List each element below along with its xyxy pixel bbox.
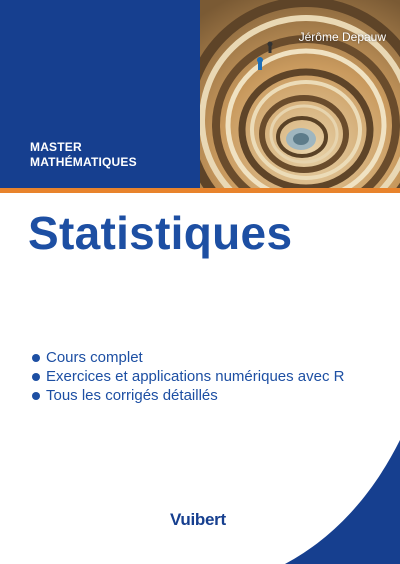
feature-item bbox=[30, 367, 356, 386]
accent-rule bbox=[0, 188, 400, 193]
feature-item bbox=[30, 386, 356, 405]
staircase-photo bbox=[200, 0, 400, 188]
spiral-staircase-icon bbox=[200, 0, 400, 188]
publisher-logo: Vuibert bbox=[170, 510, 226, 529]
bullet-icon bbox=[32, 373, 40, 381]
feature-list bbox=[30, 348, 356, 405]
feature-text: Cours complet bbox=[46, 349, 143, 366]
book-title: Statistiques bbox=[28, 207, 293, 259]
author-name: Jérôme Depauw bbox=[298, 30, 386, 44]
series-line-1: MASTER bbox=[30, 140, 82, 154]
feature-text: Exercices et applications numériques avec R bbox=[46, 368, 345, 385]
bullet-icon bbox=[32, 392, 40, 400]
bullet-icon bbox=[32, 354, 40, 362]
series-label bbox=[30, 140, 137, 170]
feature-item bbox=[30, 348, 356, 367]
feature-text: Tous les corrigés détaillés bbox=[46, 387, 218, 404]
series-line-2: MATHÉMATIQUES bbox=[30, 155, 137, 169]
